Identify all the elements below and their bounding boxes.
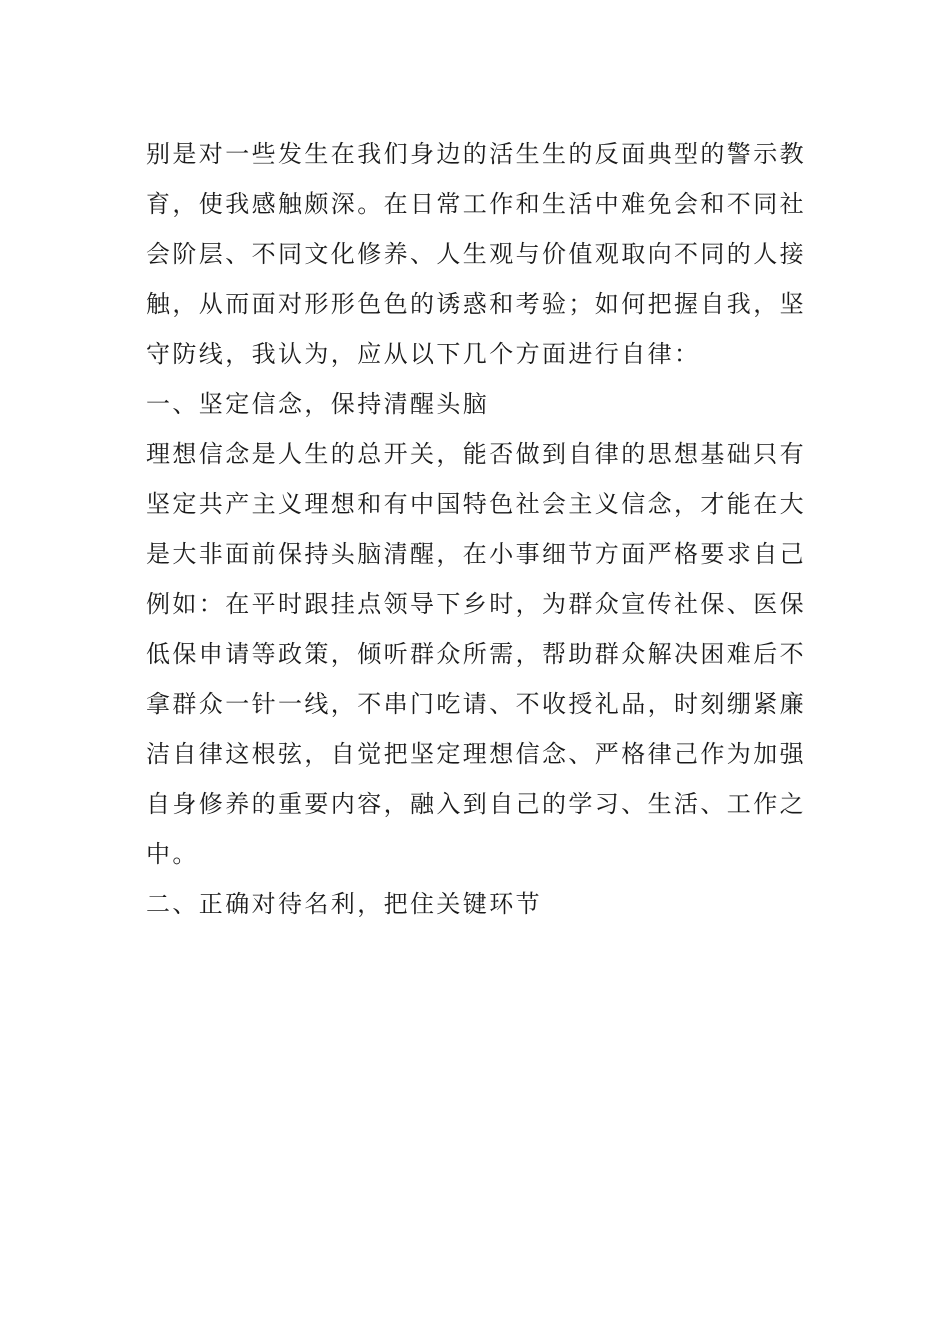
section-heading-1: 一、坚定信念，保持清醒头脑 xyxy=(146,390,490,418)
body-text-line: 洁自律这根弦，自觉把坚定理想信念、严格律己作为加强 xyxy=(146,740,806,768)
body-text-line: 别是对一些发生在我们身边的活生生的反面典型的警示教 xyxy=(146,140,806,168)
body-text-line: 是大非面前保持头脑清醒，在小事细节方面严格要求自己 xyxy=(146,540,806,568)
document-body xyxy=(146,129,806,929)
body-text-line: 自身修养的重要内容，融入到自己的学习、生活、工作之 xyxy=(146,790,806,818)
body-text-line: 育，使我感触颇深。在日常工作和生活中难免会和不同社 xyxy=(146,190,806,218)
body-text-line: 坚定共产主义理想和有中国特色社会主义信念，才能在大 xyxy=(146,490,806,518)
body-text-line: 理想信念是人生的总开关，能否做到自律的思想基础只有 xyxy=(146,440,806,468)
body-text-line: 拿群众一针一线，不串门吃请、不收授礼品，时刻绷紧廉 xyxy=(146,690,806,718)
body-text-line: 触，从而面对形形色色的诱惑和考验；如何把握自我，坚 xyxy=(146,290,806,318)
body-text-line: 例如：在平时跟挂点领导下乡时，为群众宣传社保、医保 xyxy=(146,590,806,618)
section-heading-2: 二、正确对待名利，把住关键环节 xyxy=(146,890,542,918)
body-text-line: 中。 xyxy=(146,840,199,868)
body-text-line: 守防线，我认为，应从以下几个方面进行自律： xyxy=(146,340,701,368)
body-text-line: 会阶层、不同文化修养、人生观与价值观取向不同的人接 xyxy=(146,240,806,268)
body-text-line: 低保申请等政策，倾听群众所需，帮助群众解决困难后不 xyxy=(146,640,806,668)
